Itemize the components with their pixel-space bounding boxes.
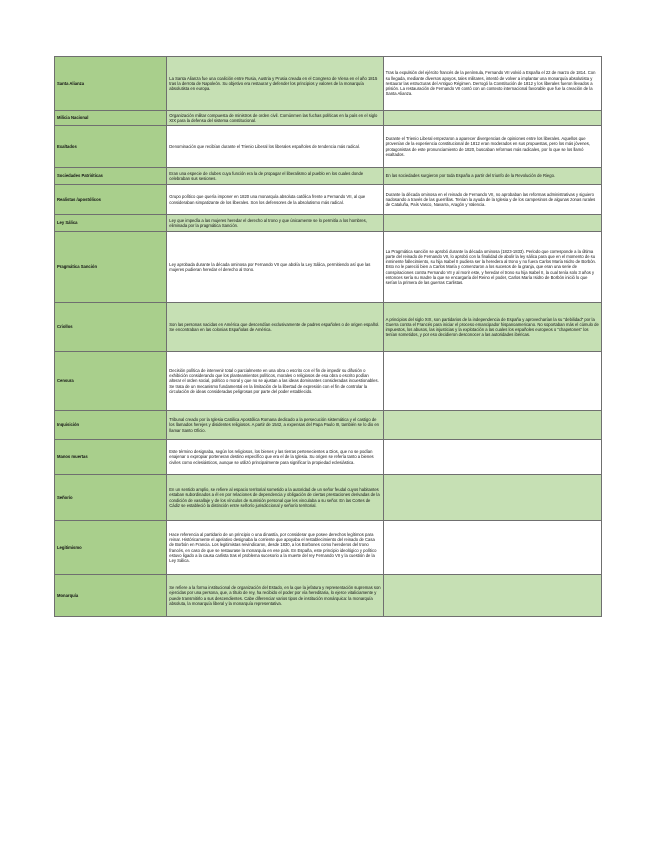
table-row [55,352,602,411]
table-row [55,185,602,215]
term-cell[interactable]: Santa Alianza [55,57,167,111]
definition-cell[interactable]: Tribunal creado por la Iglesia Católica Apostólica Romana dedicado a la persecución sistemática y el castigo de los llamados herejes y disidentes religiosos. A partir de 1542, a expensas del Papa Paulo III, también se lo dio en llamar Santo Oficio. [167,411,383,440]
definition-cell[interactable]: Decisión política de intervenir total o parcialmente en una obra o escrito con el fin de impedir su difusión o exhibición considerando que los planteamientos políticos, morales o religiosos de esa obra o escrito podían alterar el orden social, político o moral y que no se ajustan a las ideas dominantes consideradas incuestionables. Se trata de un mecanismo fundamental en la limitación de la libertad de expresión con el fin de controlar la circulación de ideas consideradas peligrosas por parte del poder establecido. [167,352,383,411]
table-row [55,575,602,617]
definition-cell[interactable]: Grupo político que quería imponer en 1820 una monarquía absoluta católica frente a Fernando VII, al que consideraban simpatizante de los liberales. Son los defensores de la absolutismo más radical. [167,185,383,215]
term-cell[interactable]: Censura [55,352,167,411]
table-row [55,57,602,111]
term-cell[interactable]: Legitimismo [55,521,167,575]
table-row [55,215,602,232]
history-cell[interactable] [383,521,601,575]
definition-cell[interactable]: Ley aprobada durante la década ominosa por Fernando VII que abolía la Ley Sálica, permitiendo así que las mujeres pudieran heredar el derecho al trono. [167,232,383,303]
history-cell[interactable]: La Pragmática sanción se aprobó durante la década ominosa (1823-1833). Periodo que corresponde a la última parte del reinado de Fernando VII, lo aprobó con la finalidad de abolir la ley sálica para que en el momento de su inminente fallecimiento, su hija Isabel II pudiera ser la heredera al trono y no fuera Carlos María Isidro de Borbón. Esto no le pareció bien a Carlos María y comenzaron a los sucesos de la granja, que eran una serie de conspiraciones contra Fernando VII y al morir este, y heredar el trono su hija Isabel II, la cual tenía solo 3 años y entonces sería su madre la que se encargaría del Reino el poder, Carlos María Isidro de Borbón inició lo que serían la primera de las guerras Carlistas. [383,232,601,303]
history-cell[interactable]: Durante la década ominosa en el reinado de Fernando VII, no aprobaban las reformas administrativas y siguiero nadosando a través de las guerrillas. Tenían la ayuda de la Iglesia y de los campesinos de algunas zonas rurales de Cataluña, País Vasco, Navarra, Aragón y Valencia. [383,185,601,215]
definition-cell[interactable]: La Santa Alianza fue una coalición entre Rusia, Austria y Prusia creada en el Congreso de Viena en el año 1815 tras la derrota de Napoleón. Su objetivo era restaurar y defender los principios y valores de la monarquía absolutista en europa. [167,57,383,111]
definition-cell[interactable]: En un sentido amplio, se refiere al espacio territorial sometido a la autoridad de un señor feudal cuyos habitantes estaban subordinados a él en por relaciones de dependencia y obligación de ciertas prestaciones derivadas de la condición de vasallaje y de los vínculos de sumisión personal que les vinculaba a su señor. En las Cortes de Cádiz se estableció la distinción entre señorío jurisdiccional y señorío territorial. [167,475,383,521]
history-cell[interactable] [383,411,601,440]
table-row [55,303,602,352]
definition-cell[interactable]: Ley que impedía a las mujeres heredar el derecho al trono y que únicamente se lo permitía a los hombres, eliminada por la pragmática Sanción. [167,215,383,232]
history-cell[interactable] [383,575,601,617]
history-cell[interactable]: A principios del siglo XIX, son partidarios de la independencia de España y aprovecharían la su "debilidad" por la Guerra contra el Francés para iniciar el proceso emancipador hispanoamericano. No soportaban más el cúmulo de impuestos, los abusos, las injusticias y la explotación a las cuales los españoles europeos o "chapetones" los tenían sometidos, y por eso decidieron desconocer a las autoridades ibéricas. [383,303,601,352]
history-cell[interactable]: Durante el Trienio Liberal empezaron a aparecer divergencias de opiniones entre los liberales. Aquellos que provenían de la experiencia constitucional de 1812 eran moderados en sus propuestas, pero los más jóvenes, protagonistas de este pronunciamiento de 1820, buscaban reformas más radicales, por lo que se los llamó exaltados. [383,126,601,168]
table-row [55,111,602,126]
table-row [55,475,602,521]
term-cell[interactable]: Ley Sálica [55,215,167,232]
definition-cell[interactable]: Este término designaba, según los religiosos, los bienes y las tierras pertenecientes a Dios, que no se podían enajenar o expropiar porteneran destino específico que era el de la Iglesia. Su origen se refería tanto a bienes civiles como eclesiásticos, aunque se utilizó principalmente para significar la propiedad eclesiástica. [167,440,383,475]
history-cell[interactable] [383,352,601,411]
term-cell[interactable]: Señorío [55,475,167,521]
definition-cell[interactable]: Son las personas nacidas en América que descendían exclusivamente de padres españoles o de origen español. Se encontraban en las colonias Españolas de América. [167,303,383,352]
definition-cell[interactable]: Hace referencia al partidario de un principio o una dinastía, por considerar que posee derechos legítimos para reinar. Históricamente el apelativo designaba la corriente que apoyaba el restablecimiento del reinado de Casa de Borbón en Francia. Los legitimistas reivindicaron, desde 1830, a los Borbones como herederos del trono francés, en caso de que se restaurase la monarquía en ese país. En España, este principio ideológico y político estuvo ligado a la causa carlista tras el problema sucesorio a la muerte del rey Fernando VII y la cuestión de la Ley Sálica. [167,521,383,575]
table-row [55,521,602,575]
history-cell[interactable]: Tras la expulsión del ejército francés de la península, Fernando VII volvió a España el 22 de marzo de 1814. Con su llegada, mediante diversos apoyos, tales militares, intentó de volver a implantar una monarquía absolutista y restaurar las estructuras del Antiguo Régimen. Derrogó la Constitución de 1812 y los liberales fueron llevados a prisión. La restauración de Fernando VII contó con un contexto internacional favorable que fue la creación de la Santa Alianza. [383,57,601,111]
term-cell[interactable]: Realistas /apostólicos [55,185,167,215]
definition-cell[interactable]: Organización militar compuesta de ministros de orden civil. Comúnmen las fuchas políticas en la país en el siglo XIX para la defensa del sistema constitucional. [167,111,383,126]
term-cell[interactable]: Sociedades Patrióticas [55,168,167,185]
history-cell[interactable] [383,440,601,475]
history-cell[interactable] [383,475,601,521]
definition-cell[interactable]: Denominación que recibían durante el Trienio Liberal los liberales españoles de tendencia más radical. [167,126,383,168]
table-row [55,126,602,168]
term-cell[interactable]: Monarquía [55,575,167,617]
definition-cell[interactable]: Eran una especie de clubes cuya función era la de propagar el liberalismo al pueblo en los cuales donde celebraban sus sesiones. [167,168,383,185]
table-row [55,168,602,185]
glossary-table [54,56,602,617]
table-row [55,411,602,440]
term-cell[interactable]: Milicia Nacional [55,111,167,126]
history-cell[interactable] [383,215,601,232]
table-row [55,232,602,303]
term-cell[interactable]: Exaltados [55,126,167,168]
history-cell[interactable] [383,111,601,126]
term-cell[interactable]: Manos muertas [55,440,167,475]
table-row [55,440,602,475]
term-cell[interactable]: Inquisición [55,411,167,440]
term-cell[interactable]: Criollos [55,303,167,352]
term-cell[interactable]: Pragmática Sanción [55,232,167,303]
history-cell[interactable]: En las sociedades surgieron por toda España a partir del triunfo de la Revolución de Riego. [383,168,601,185]
definition-cell[interactable]: Se refiere a la forma institucional de organización del Estado, en la que la jefatura y representación supremas son ejercidas por una persona, que, a título de rey, ha recibido el poder por vía hereditaria, lo ejerce vitaliciamente y puede transmitirlo a sus descendientes. Cabe diferenciar varios tipos de institución monárquica: la monarquía absoluta, la monarquía liberal y la monarquía representativa. [167,575,383,617]
